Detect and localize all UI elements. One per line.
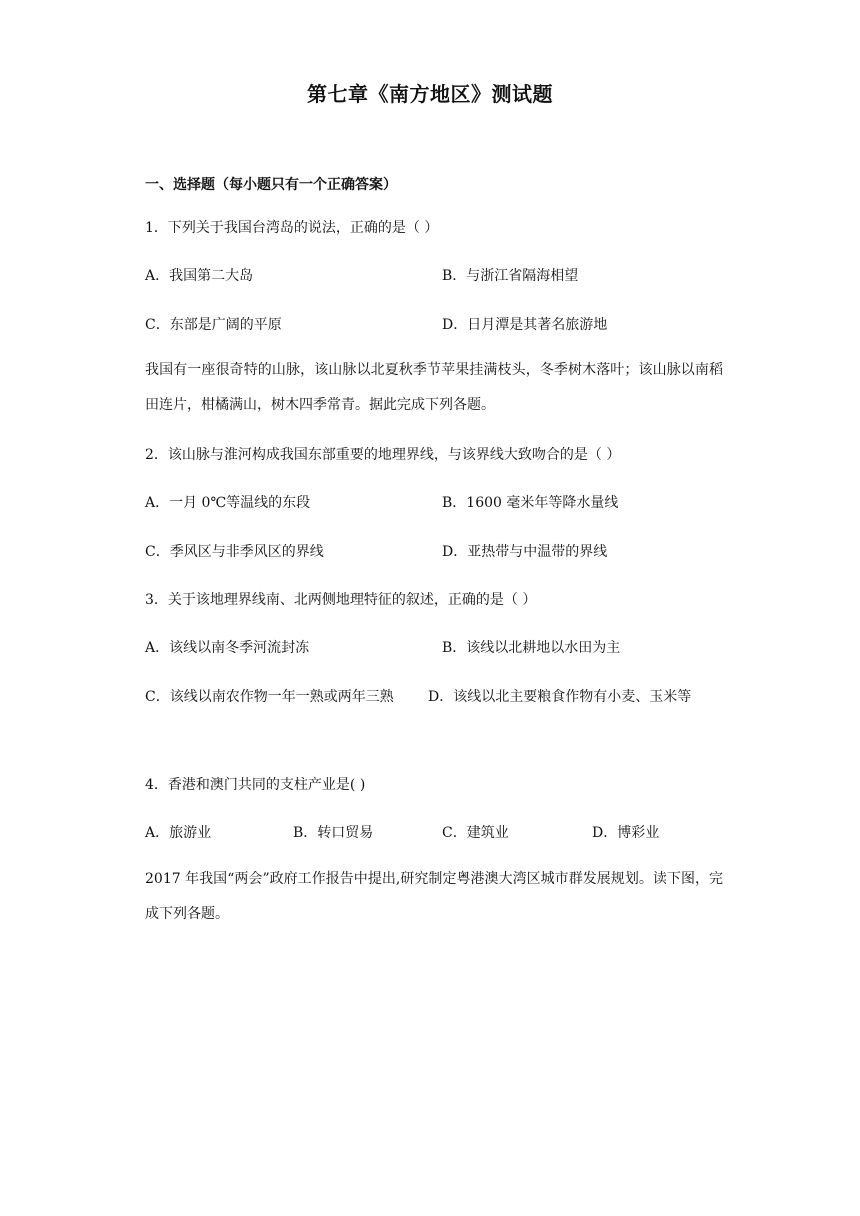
question-3-option-d: D．该线以北主要粮食作物有小麦、玉米等 — [428, 689, 692, 705]
reading-passage-2: 2017 年我国“两会”政府工作报告中提出,研究制定粤港澳大湾区城市群发展规划。读下图，完成下列各题。 — [145, 871, 723, 922]
question-1-option-c: C．东部是广阔的平原 — [145, 317, 282, 333]
question-1-option-a: A．我国第二大岛 — [145, 268, 254, 284]
question-4-option-d: D．博彩业 — [592, 825, 660, 841]
question-2-stem: 2．该山脉与淮河构成我国东部重要的地理界线，与该界线大致吻合的是（ ） — [145, 447, 621, 463]
question-2-option-a: A．一月 0℃等温线的东段 — [145, 495, 311, 511]
question-1-stem: 1．下列关于我国台湾岛的说法，正确的是（ ） — [145, 220, 439, 236]
question-3-option-b: B．该线以北耕地以水田为主 — [442, 640, 621, 656]
question-4-option-a: A．旅游业 — [145, 825, 212, 841]
question-4-option-c: C．建筑业 — [442, 825, 509, 841]
question-4-stem: 4．香港和澳门共同的支柱产业是( ) — [145, 777, 366, 793]
question-1-option-d: D．日月潭是其著名旅游地 — [442, 317, 608, 333]
question-3-option-c: C．该线以南农作物一年一熟或两年三熟 — [145, 689, 394, 705]
question-3-option-a: A．该线以南冬季河流封冻 — [145, 640, 310, 656]
question-2-option-c: C．季风区与非季风区的界线 — [145, 544, 324, 560]
question-1-option-b: B．与浙江省隔海相望 — [442, 268, 579, 284]
reading-passage-1: 我国有一座很奇特的山脉，该山脉以北夏秋季节苹果挂满枝头，冬季树木落叶；该山脉以南稻田连片，柑橘满山，树木四季常青。据此完成下列各题。 — [145, 362, 723, 413]
question-2-option-d: D．亚热带与中温带的界线 — [442, 544, 608, 560]
page-title: 第七章《南方地区》测试题 — [307, 82, 553, 106]
section-heading: 一、选择题（每小题只有一个正确答案） — [145, 177, 397, 193]
question-4-option-b: B．转口贸易 — [293, 825, 374, 841]
question-3-stem: 3．关于该地理界线南、北两侧地理特征的叙述，正确的是（ ） — [145, 592, 537, 608]
question-2-option-b: B．1600 毫米年等降水量线 — [442, 495, 619, 511]
